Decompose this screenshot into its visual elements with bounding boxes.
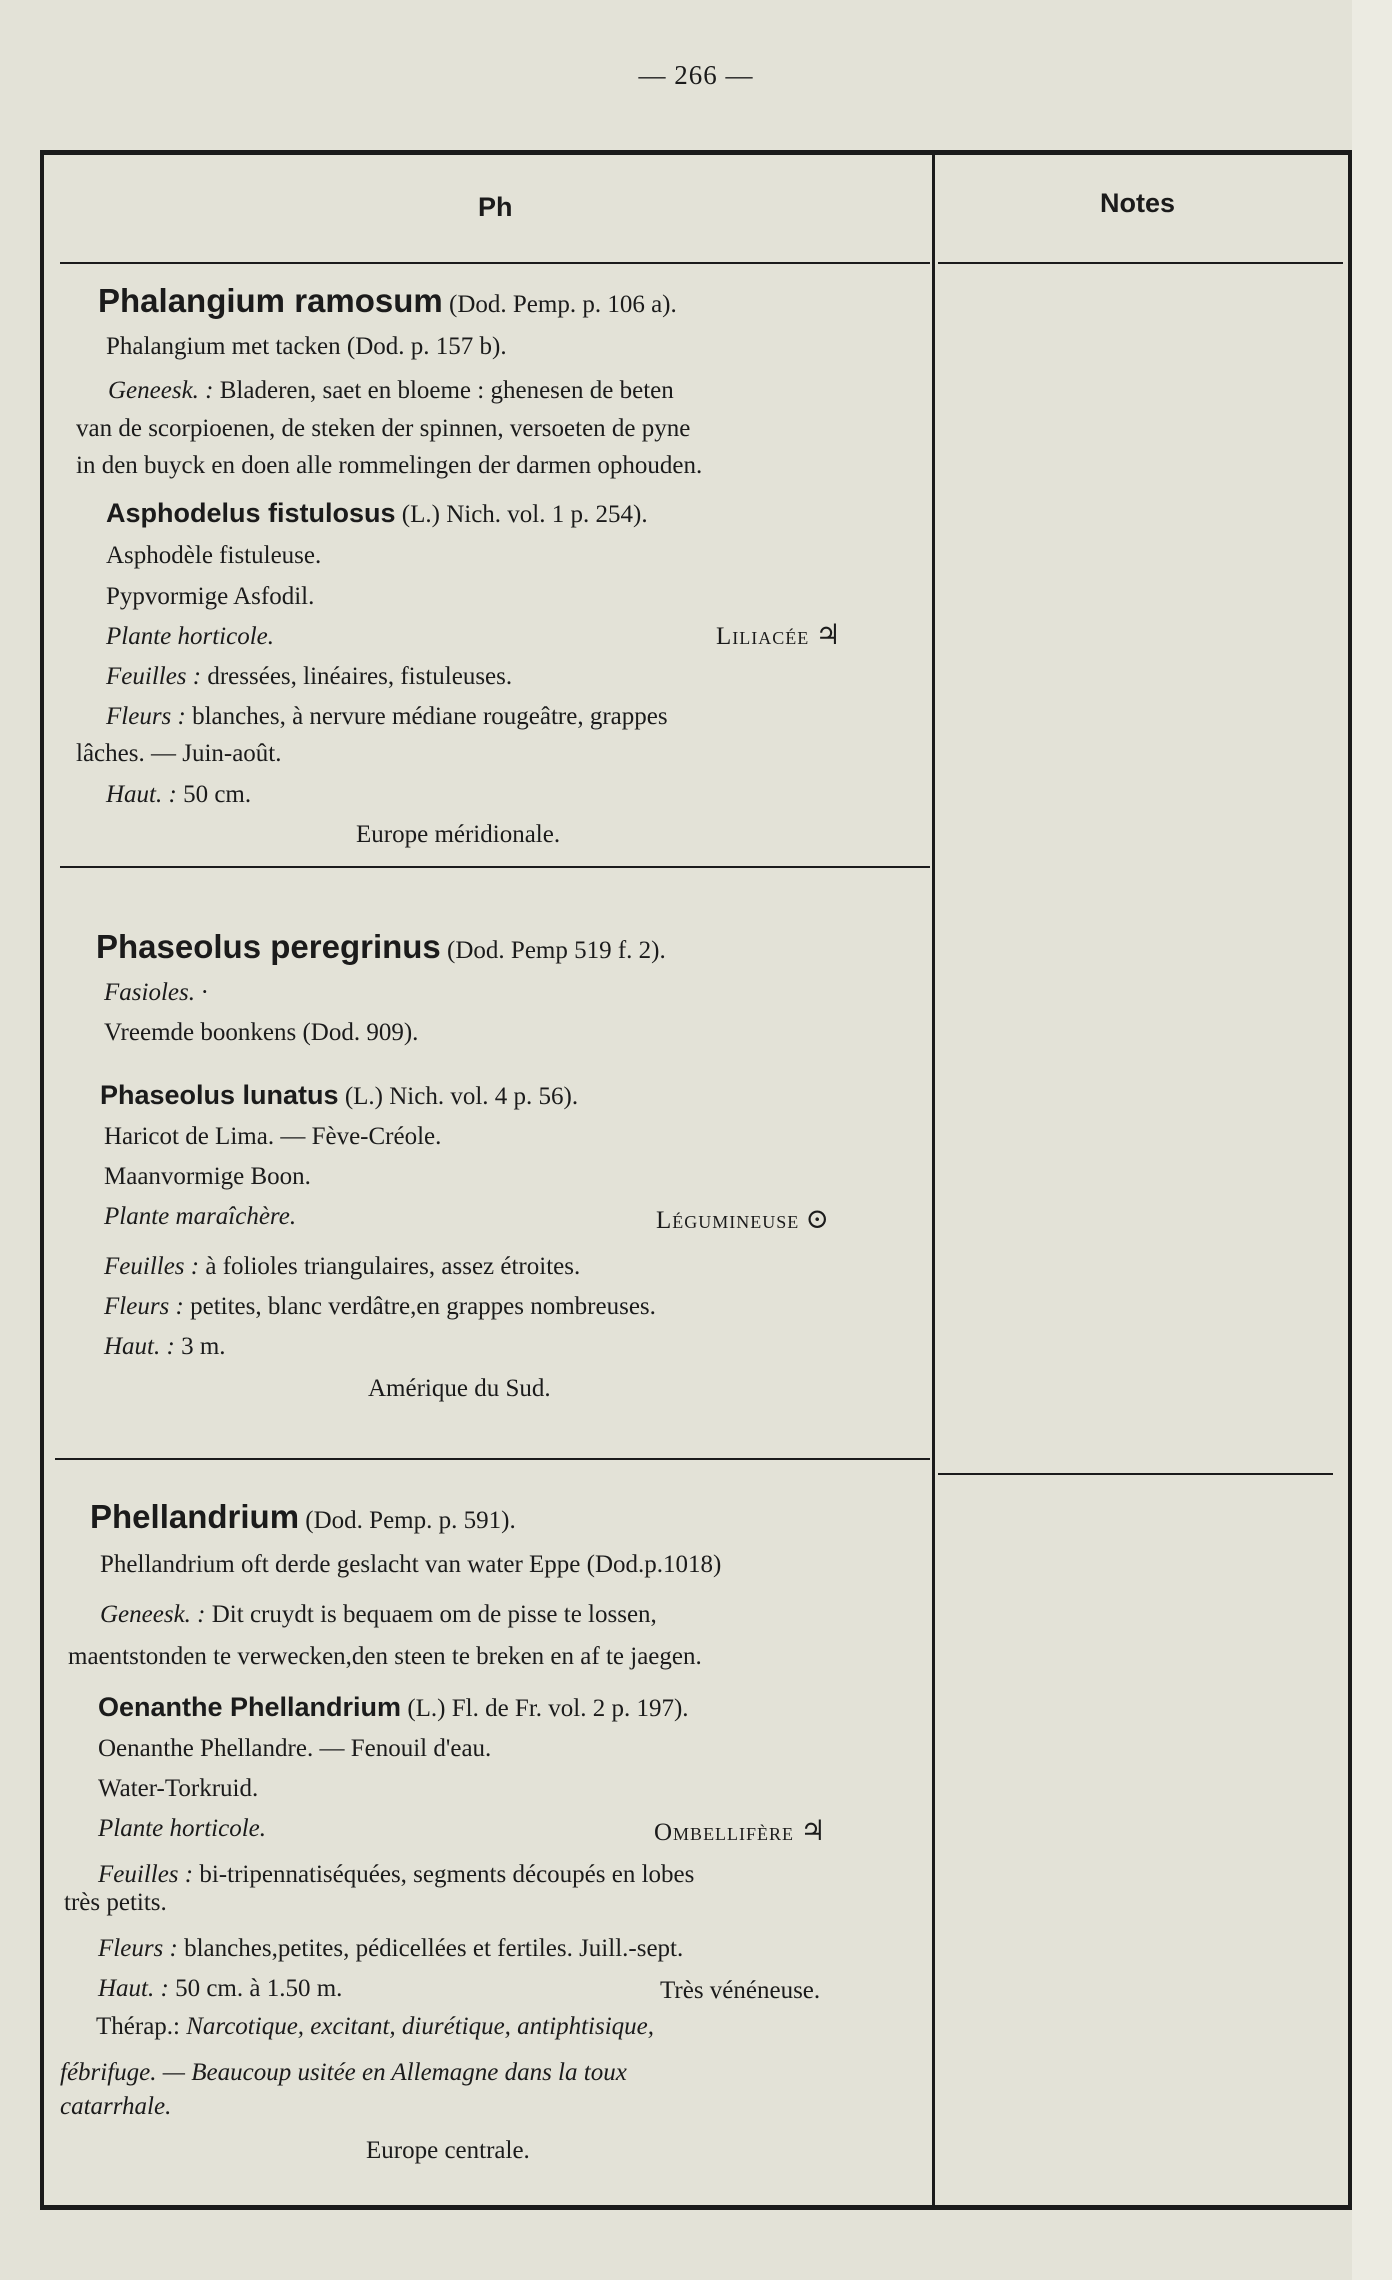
medical-note — [100, 1602, 657, 1627]
medical-text: Dit cruydt is bequaem om de pisse te lossen, — [205, 1601, 657, 1628]
perennial-icon: ♃ — [800, 1816, 826, 1847]
perennial-icon: ♃ — [815, 620, 841, 651]
height-text: 3 m. — [174, 1333, 226, 1360]
header-rule-left — [60, 262, 930, 264]
leaves-text: à folioles triangulaires, assez étroites. — [199, 1253, 581, 1280]
leaves-text: bi-tripennatiséquées, segments découpés en lobes — [193, 1861, 695, 1888]
species-heading — [98, 1694, 689, 1721]
medical-text: Bladeren, saet en bloeme : ghenesen de beten — [213, 377, 674, 404]
column-divider — [932, 155, 935, 2205]
species-ref: (L.) Nich. vol. 1 p. 254). — [401, 501, 648, 528]
dutch-common-name: Maanvormige Boon. — [104, 1163, 311, 1190]
french-name: Oenanthe Phellandre. — Fenouil d'eau. — [98, 1735, 492, 1762]
height-label: Haut. : — [106, 781, 177, 808]
height — [106, 782, 251, 807]
entry-heading-ref: (Dod. Pemp. p. 591). — [305, 1507, 516, 1534]
leaves-line: très petits. — [64, 1889, 167, 1916]
leaves — [106, 664, 512, 689]
flowers-label: Fleurs : — [98, 1935, 178, 1962]
toxicity-warning: Très vénéneuse. — [660, 1977, 821, 2004]
medical-label: Geneesk. : — [108, 377, 214, 404]
medical-note — [108, 378, 674, 403]
dutch-common-name: Pypvormige Asfodil. — [106, 583, 315, 610]
entry-heading-ref: (Dod. Pemp 519 f. 2). — [447, 937, 666, 964]
species-name: Asphodelus fistulosus — [106, 498, 396, 528]
plant-use: Plante maraîchère. — [104, 1203, 297, 1230]
species-ref: (L.) Nich. vol. 4 p. 56). — [344, 1083, 579, 1110]
french-synonym: Fasioles. · — [104, 979, 208, 1006]
entry-heading-name: Phaseolus peregrinus — [96, 928, 441, 965]
entry-heading-name: Phellandrium — [90, 1498, 300, 1535]
family-name: Légumineuse — [656, 1207, 800, 1234]
therapeutic-text: Narcotique, excitant, diurétique, antiphtisique, — [179, 2013, 654, 2040]
entry-heading-ref: (Dod. Pemp. p. 106 a). — [449, 291, 677, 318]
leaves-label: Feuilles : — [98, 1861, 194, 1888]
french-name: Asphodèle fistuleuse. — [106, 542, 322, 569]
origin: Amérique du Sud. — [368, 1375, 551, 1402]
dutch-name: Phellandrium oft derde geslacht van water Eppe (Dod.p.1018) — [100, 1551, 722, 1578]
height-text: 50 cm. à 1.50 m. — [168, 1975, 343, 2002]
annual-icon: ⊙ — [805, 1204, 829, 1235]
height-label: Haut. : — [104, 1333, 175, 1360]
medical-note-line: in den buyck en doen alle rommelingen der darmen ophouden. — [76, 452, 703, 479]
leaves-label: Feuilles : — [104, 1253, 200, 1280]
plant-use: Plante horticole. — [98, 1815, 267, 1842]
leaves-text: dressées, linéaires, fistuleuses. — [201, 663, 513, 690]
medical-note-line: maentstonden te verwecken,den steen te breken en af te jaegen. — [68, 1643, 702, 1670]
entry-heading — [98, 284, 677, 317]
therapeutic-label: Thérap.: — [96, 2013, 180, 2040]
flowers — [98, 1936, 683, 1961]
species-name: Phaseolus lunatus — [100, 1080, 339, 1110]
column-header-notes: Notes — [1100, 188, 1176, 218]
entry-heading-name: Phalangium ramosum — [98, 282, 443, 319]
flowers — [106, 704, 668, 729]
column-header-left: Ph — [478, 192, 513, 222]
flowers-label: Fleurs : — [106, 703, 186, 730]
therapeutic-line: fébrifuge. — Beaucoup usitée en Allemagne dans la toux — [60, 2059, 627, 2086]
medical-note-line: van de scorpioenen, de steken der spinnen, versoeten de pyne — [76, 415, 691, 442]
plant-family — [656, 1206, 829, 1234]
entry-separator-1 — [60, 866, 930, 868]
page-number: — 266 — — [638, 60, 754, 90]
plant-family — [654, 1818, 825, 1846]
dutch-common-name: Water-Torkruid. — [98, 1775, 259, 1802]
therapeutic-note — [96, 2014, 654, 2039]
plant-family — [716, 622, 841, 650]
entry-heading — [90, 1500, 516, 1533]
entry-separator-2-right — [938, 1473, 1333, 1475]
family-name: Liliacée — [716, 623, 810, 650]
therapeutic-line: catarrhale. — [60, 2093, 172, 2120]
flowers-text: blanches, à nervure médiane rougeâtre, grappes — [185, 703, 668, 730]
entry-separator-2-left — [55, 1458, 930, 1460]
species-name: Oenanthe Phellandrium — [98, 1692, 402, 1722]
flowers-label: Fleurs : — [104, 1293, 184, 1320]
flowers-text: blanches,petites, pédicellées et fertiles. Juill.-sept. — [177, 1935, 684, 1962]
header-rule-right — [938, 262, 1343, 264]
flowers — [104, 1294, 656, 1319]
dutch-name: Vreemde boonkens (Dod. 909). — [104, 1019, 419, 1046]
leaves-label: Feuilles : — [106, 663, 202, 690]
entry-heading — [96, 930, 666, 963]
origin: Europe centrale. — [366, 2137, 530, 2164]
origin: Europe méridionale. — [356, 821, 561, 848]
height — [104, 1334, 226, 1359]
species-ref: (L.) Fl. de Fr. vol. 2 p. 197). — [407, 1695, 689, 1722]
species-heading — [100, 1082, 578, 1109]
flowers-line: lâches. — Juin-août. — [76, 740, 282, 767]
french-name: Haricot de Lima. — Fève-Créole. — [104, 1123, 442, 1150]
family-name: Ombellifère — [654, 1819, 795, 1846]
leaves — [104, 1254, 580, 1279]
height-text: 50 cm. — [176, 781, 252, 808]
page-edge — [1352, 0, 1392, 2280]
flowers-text: petites, blanc verdâtre,en grappes nombreuses. — [183, 1293, 656, 1320]
height — [98, 1976, 342, 2001]
plant-use: Plante horticole. — [106, 623, 275, 650]
species-heading — [106, 500, 648, 527]
medical-label: Geneesk. : — [100, 1601, 206, 1628]
dutch-name: Phalangium met tacken (Dod. p. 157 b). — [106, 333, 507, 360]
leaves — [98, 1862, 694, 1887]
height-label: Haut. : — [98, 1975, 169, 2002]
